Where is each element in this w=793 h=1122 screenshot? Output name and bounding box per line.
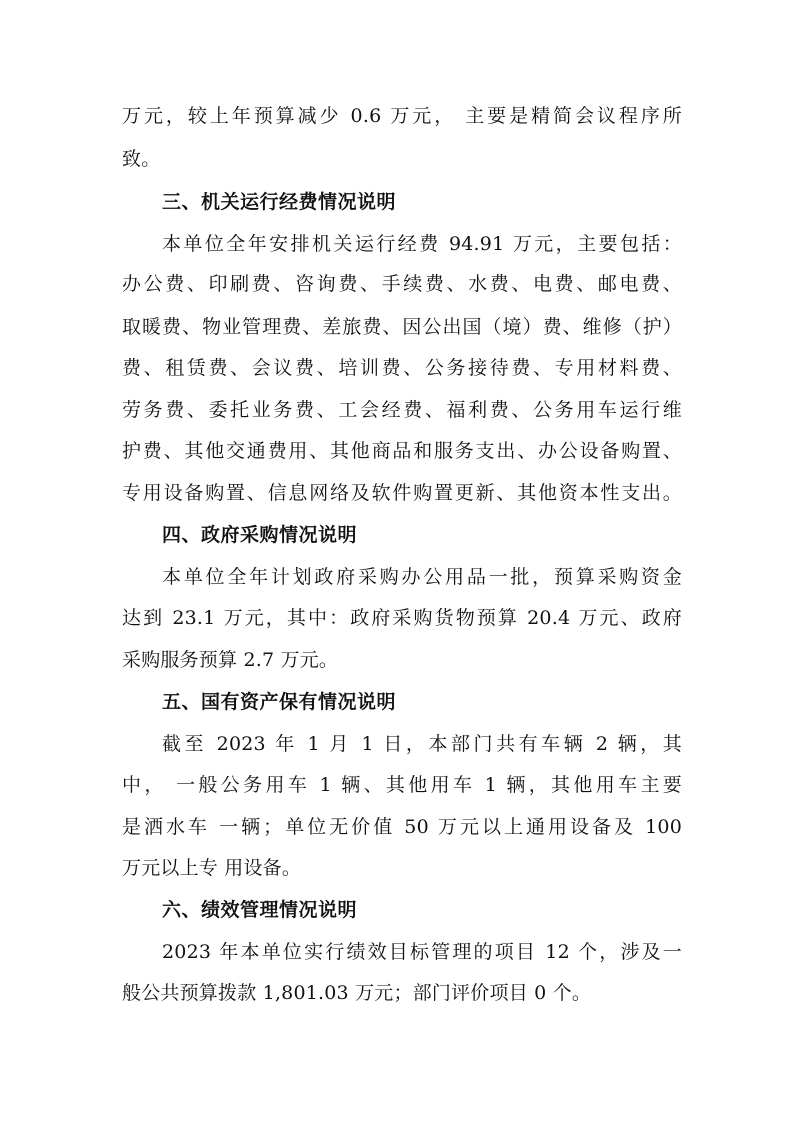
section-heading: 六、绩效管理情况说明	[162, 899, 358, 921]
body-text-line: 费、租赁费、会议费、培训费、公务接待费、专用材料费、	[122, 357, 682, 379]
body-text-line: 截至 2023 年 1 月 1 日，本部门共有车辆 2 辆，其	[162, 733, 682, 755]
body-text-line: 中， 一般公务用车 1 辆、其他用车 1 辆，其他用车主要	[122, 774, 682, 796]
body-text-line: 办公费、印刷费、咨询费、手续费、水费、电费、邮电费、	[122, 273, 682, 295]
body-text-line: 本单位全年安排机关运行经费 94.91 万元，主要包括：	[162, 233, 682, 255]
body-text-line: 般公共预算拨款 1,801.03 万元；部门评价项目 0 个。	[122, 982, 592, 1004]
section-heading: 四、政府采购情况说明	[162, 524, 358, 546]
body-text-line: 本单位全年计划政府采购办公用品一批，预算采购资金	[162, 566, 682, 588]
body-text-line: 是洒水车 一辆；单位无价值 50 万元以上通用设备及 100	[122, 816, 682, 838]
section-heading: 五、国有资产保有情况说明	[162, 691, 397, 713]
body-text-line: 致。	[122, 148, 161, 170]
body-text-line: 万元，较上年预算减少 0.6 万元， 主要是精简会议程序所	[122, 105, 682, 127]
section-heading: 三、机关运行经费情况说明	[162, 191, 397, 213]
body-text-line: 劳务费、委托业务费、工会经费、福利费、公务用车运行维	[122, 399, 682, 421]
body-text-line: 达到 23.1 万元，其中：政府采购货物预算 20.4 万元、政府	[122, 607, 682, 629]
body-text-line: 护费、其他交通费用、其他商品和服务支出、办公设备购置、	[122, 440, 682, 462]
body-text-line: 2023 年本单位实行绩效目标管理的项目 12 个，涉及一	[162, 941, 682, 963]
body-text-line: 专用设备购置、信息网络及软件购置更新、其他资本性支出。	[122, 482, 682, 504]
body-text-line: 取暖费、物业管理费、差旅费、因公出国（境）费、维修（护）	[122, 316, 682, 338]
body-text-line: 万元以上专 用设备。	[122, 857, 302, 879]
body-text-line: 采购服务预算 2.7 万元。	[122, 649, 339, 671]
